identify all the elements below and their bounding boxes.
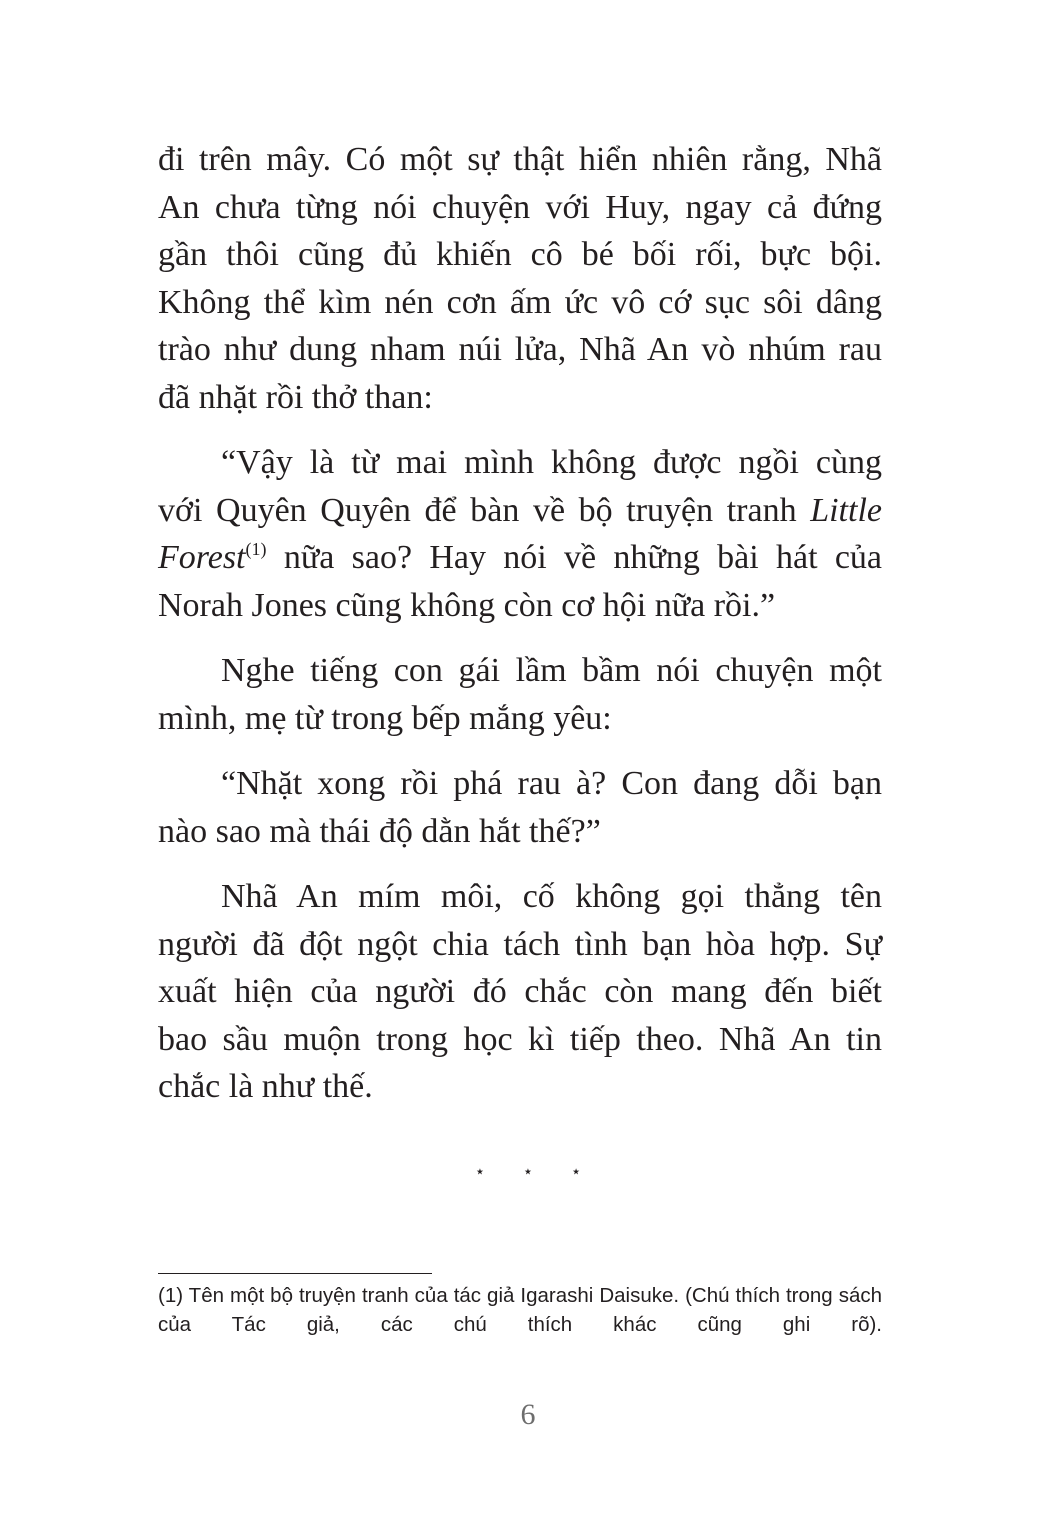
paragraph-3 [158,647,882,742]
page-number: 6 [520,1398,536,1431]
footnote-divider [158,1273,432,1274]
text-line: trào như dung nham núi lửa, Nhã An vò nhúm rau [158,331,882,368]
text-line: đã nhặt rồi thở than: [158,378,433,416]
text-line: mình, mẹ từ trong bếp mắng yêu: [158,699,612,737]
text-line [158,534,882,582]
footnote-line: của Tác giả, các chú thích khác cũng ghi rõ). [158,1313,882,1336]
text-line: Không thể kìm nén cơn ấm ức vô cớ sục sôi dâng [158,283,882,321]
text-segment: nữa sao? Hay nói về những bài hát của [266,539,882,576]
text-line: đi trên mây. Có một sự thật hiển nhiên rằng, Nhã [158,141,882,178]
text-segment: với Quyên Quyên để bàn về bộ truyện tranh [158,491,811,529]
book-title-italic: Forest [158,539,246,576]
footnote-reference: (1) [245,539,267,559]
text-line: Norah Jones cũng không còn cơ hội nữa rồi.” [158,586,776,624]
text-line: An chưa từng nói chuyện với Huy, ngay cả đứng [158,188,882,226]
text-line: nào sao mà thái độ dằn hắt thế?” [158,812,601,850]
book-title-italic: Little [810,491,882,529]
paragraph-4 [158,760,882,855]
text-line: chắc là như thế. [158,1068,373,1105]
paragraph-5 [158,873,882,1111]
star-icon: ⋆ [474,1162,486,1182]
text-line [158,487,882,535]
text-line: bao sầu muộn trong học kì tiếp theo. Nhã An tin [158,1020,882,1058]
text-line: người đã đột ngột chia tách tình bạn hòa hợp. Sự [158,925,882,963]
text-line: Nghe tiếng con gái lầm bầm nói chuyện một [221,652,882,689]
section-separator [0,1162,1056,1182]
star-icon: ⋆ [522,1162,534,1182]
text-line: “Vậy là từ mai mình không được ngồi cùng [221,444,882,481]
star-icon: ⋆ [570,1162,582,1182]
footnote-line: (1) Tên một bộ truyện tranh của tác giả Igarashi Daisuke. (Chú thích trong sách [158,1284,882,1307]
paragraph-2 [158,439,882,629]
text-line: Nhã An mím môi, cố không gọi thẳng tên [221,878,882,915]
footnote [158,1281,882,1339]
paragraph-1 [158,136,882,421]
text-line: “Nhặt xong rồi phá rau à? Con đang dỗi bạn [221,765,882,802]
text-line: gần thôi cũng đủ khiến cô bé bối rối, bực bội. [158,236,882,273]
text-line: xuất hiện của người đó chắc còn mang đến biết [158,973,882,1010]
body-text [158,136,882,1111]
